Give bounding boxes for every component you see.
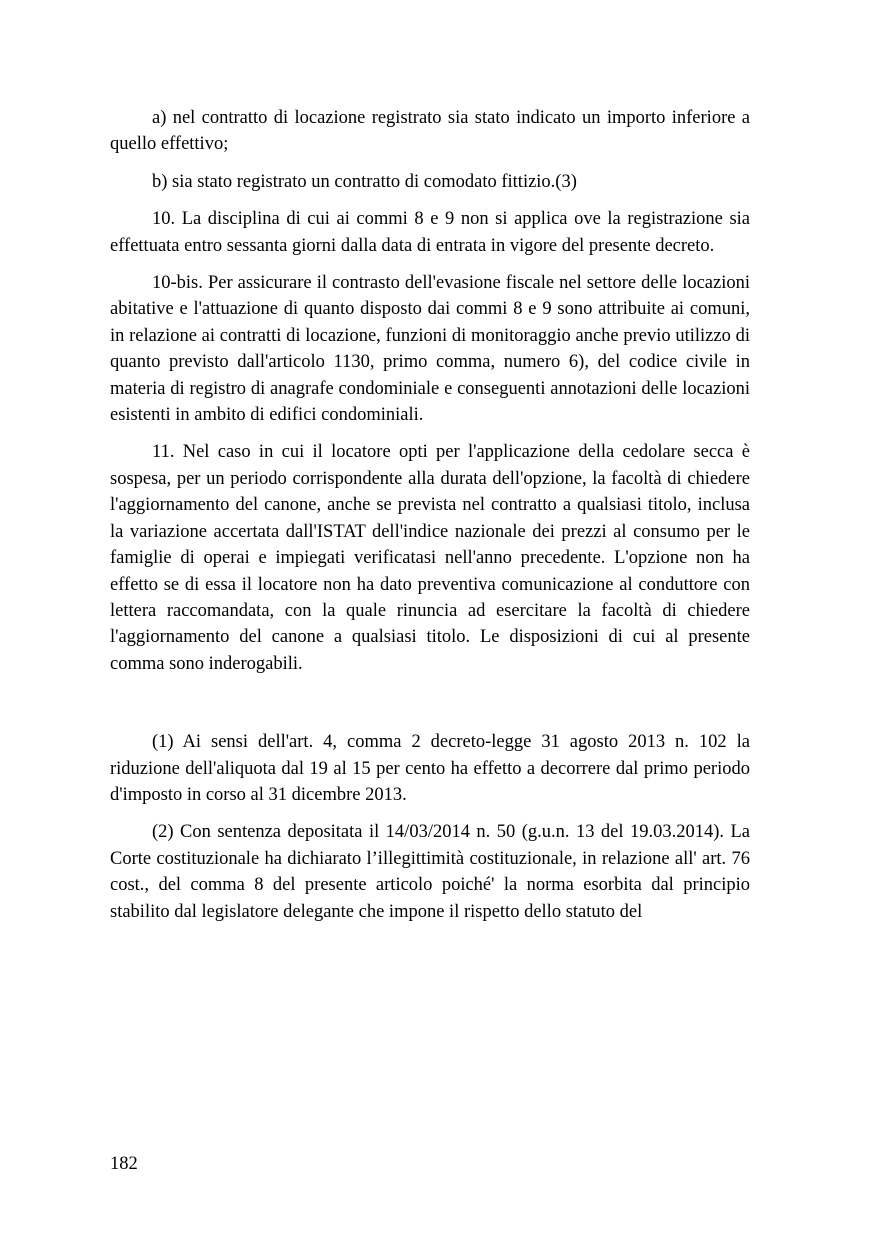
- footnotes-section: [110, 729, 750, 925]
- paragraph-a: a) nel contratto di locazione registrato sia stato indicato un importo inferiore a quello effettivo;: [110, 108, 750, 155]
- footnote-1: (1) Ai sensi dell'art. 4, comma 2 decreto-legge 31 agosto 2013 n. 102 la riduzione dell'aliquota dal 19 al 15 per cento ha effetto a decorrere dal primo periodo d'imposto in corso al 31 dicembre 2013.: [110, 732, 750, 805]
- paragraph-comma-10: 10. La disciplina di cui ai commi 8 e 9 non si applica ove la registrazione sia effettuata entro sessanta giorni dalla data di entrata in vigore del presente decreto.: [110, 209, 750, 256]
- page-text-body: [110, 105, 750, 925]
- footnote-2: (2) Con sentenza depositata il 14/03/2014 n. 50 (g.u.n. 13 del 19.03.2014). La Corte costituzionale ha dichiarato l’illegittimità costituzionale, in relazione all' art. 76 cost., del comma 8 del presente articolo poiché' la norma esorbita dal principio stabilito dal legislatore delegante che impone il rispetto dello statuto del: [110, 822, 750, 922]
- paragraph-comma-10-bis: 10-bis. Per assicurare il contrasto dell'evasione fiscale nel settore delle locazioni abitative e l'attuazione di quanto disposto dai commi 8 e 9 sono attribuite ai comuni, in relazione ai contratti di locazione, funzioni di monitoraggio anche previo utilizzo di quanto previsto dall'articolo 1130, primo comma, numero 6), del codice civile in materia di registro di anagrafe condominiale e conseguenti annotazioni delle locazioni esistenti in ambito di edifici condominiali.: [110, 273, 750, 426]
- page-number: 182: [110, 1154, 138, 1174]
- paragraph-b: b) sia stato registrato un contratto di comodato fittizio.(3): [152, 171, 577, 192]
- paragraph-comma-11: 11. Nel caso in cui il locatore opti per l'applicazione della cedolare secca è sospesa, per un periodo corrispondente alla durata dell'opzione, la facoltà di chiedere l'aggiornamento del canone, anche se prevista nel contratto a qualsiasi titolo, inclusa la variazione accertata dall'ISTAT dell'indice nazionale dei prezzi al consumo per le famiglie di operai e impiegati verificatasi nell'anno precedente. L'opzione non ha effetto se di essa il locatore non ha dato preventiva comunicazione al conduttore con lettera raccomandata, con la quale rinuncia ad esercitare la facoltà di chiedere l'aggiornamento del canone a qualsiasi titolo. Le disposizioni di cui al presente comma sono inderogabili.: [110, 442, 750, 674]
